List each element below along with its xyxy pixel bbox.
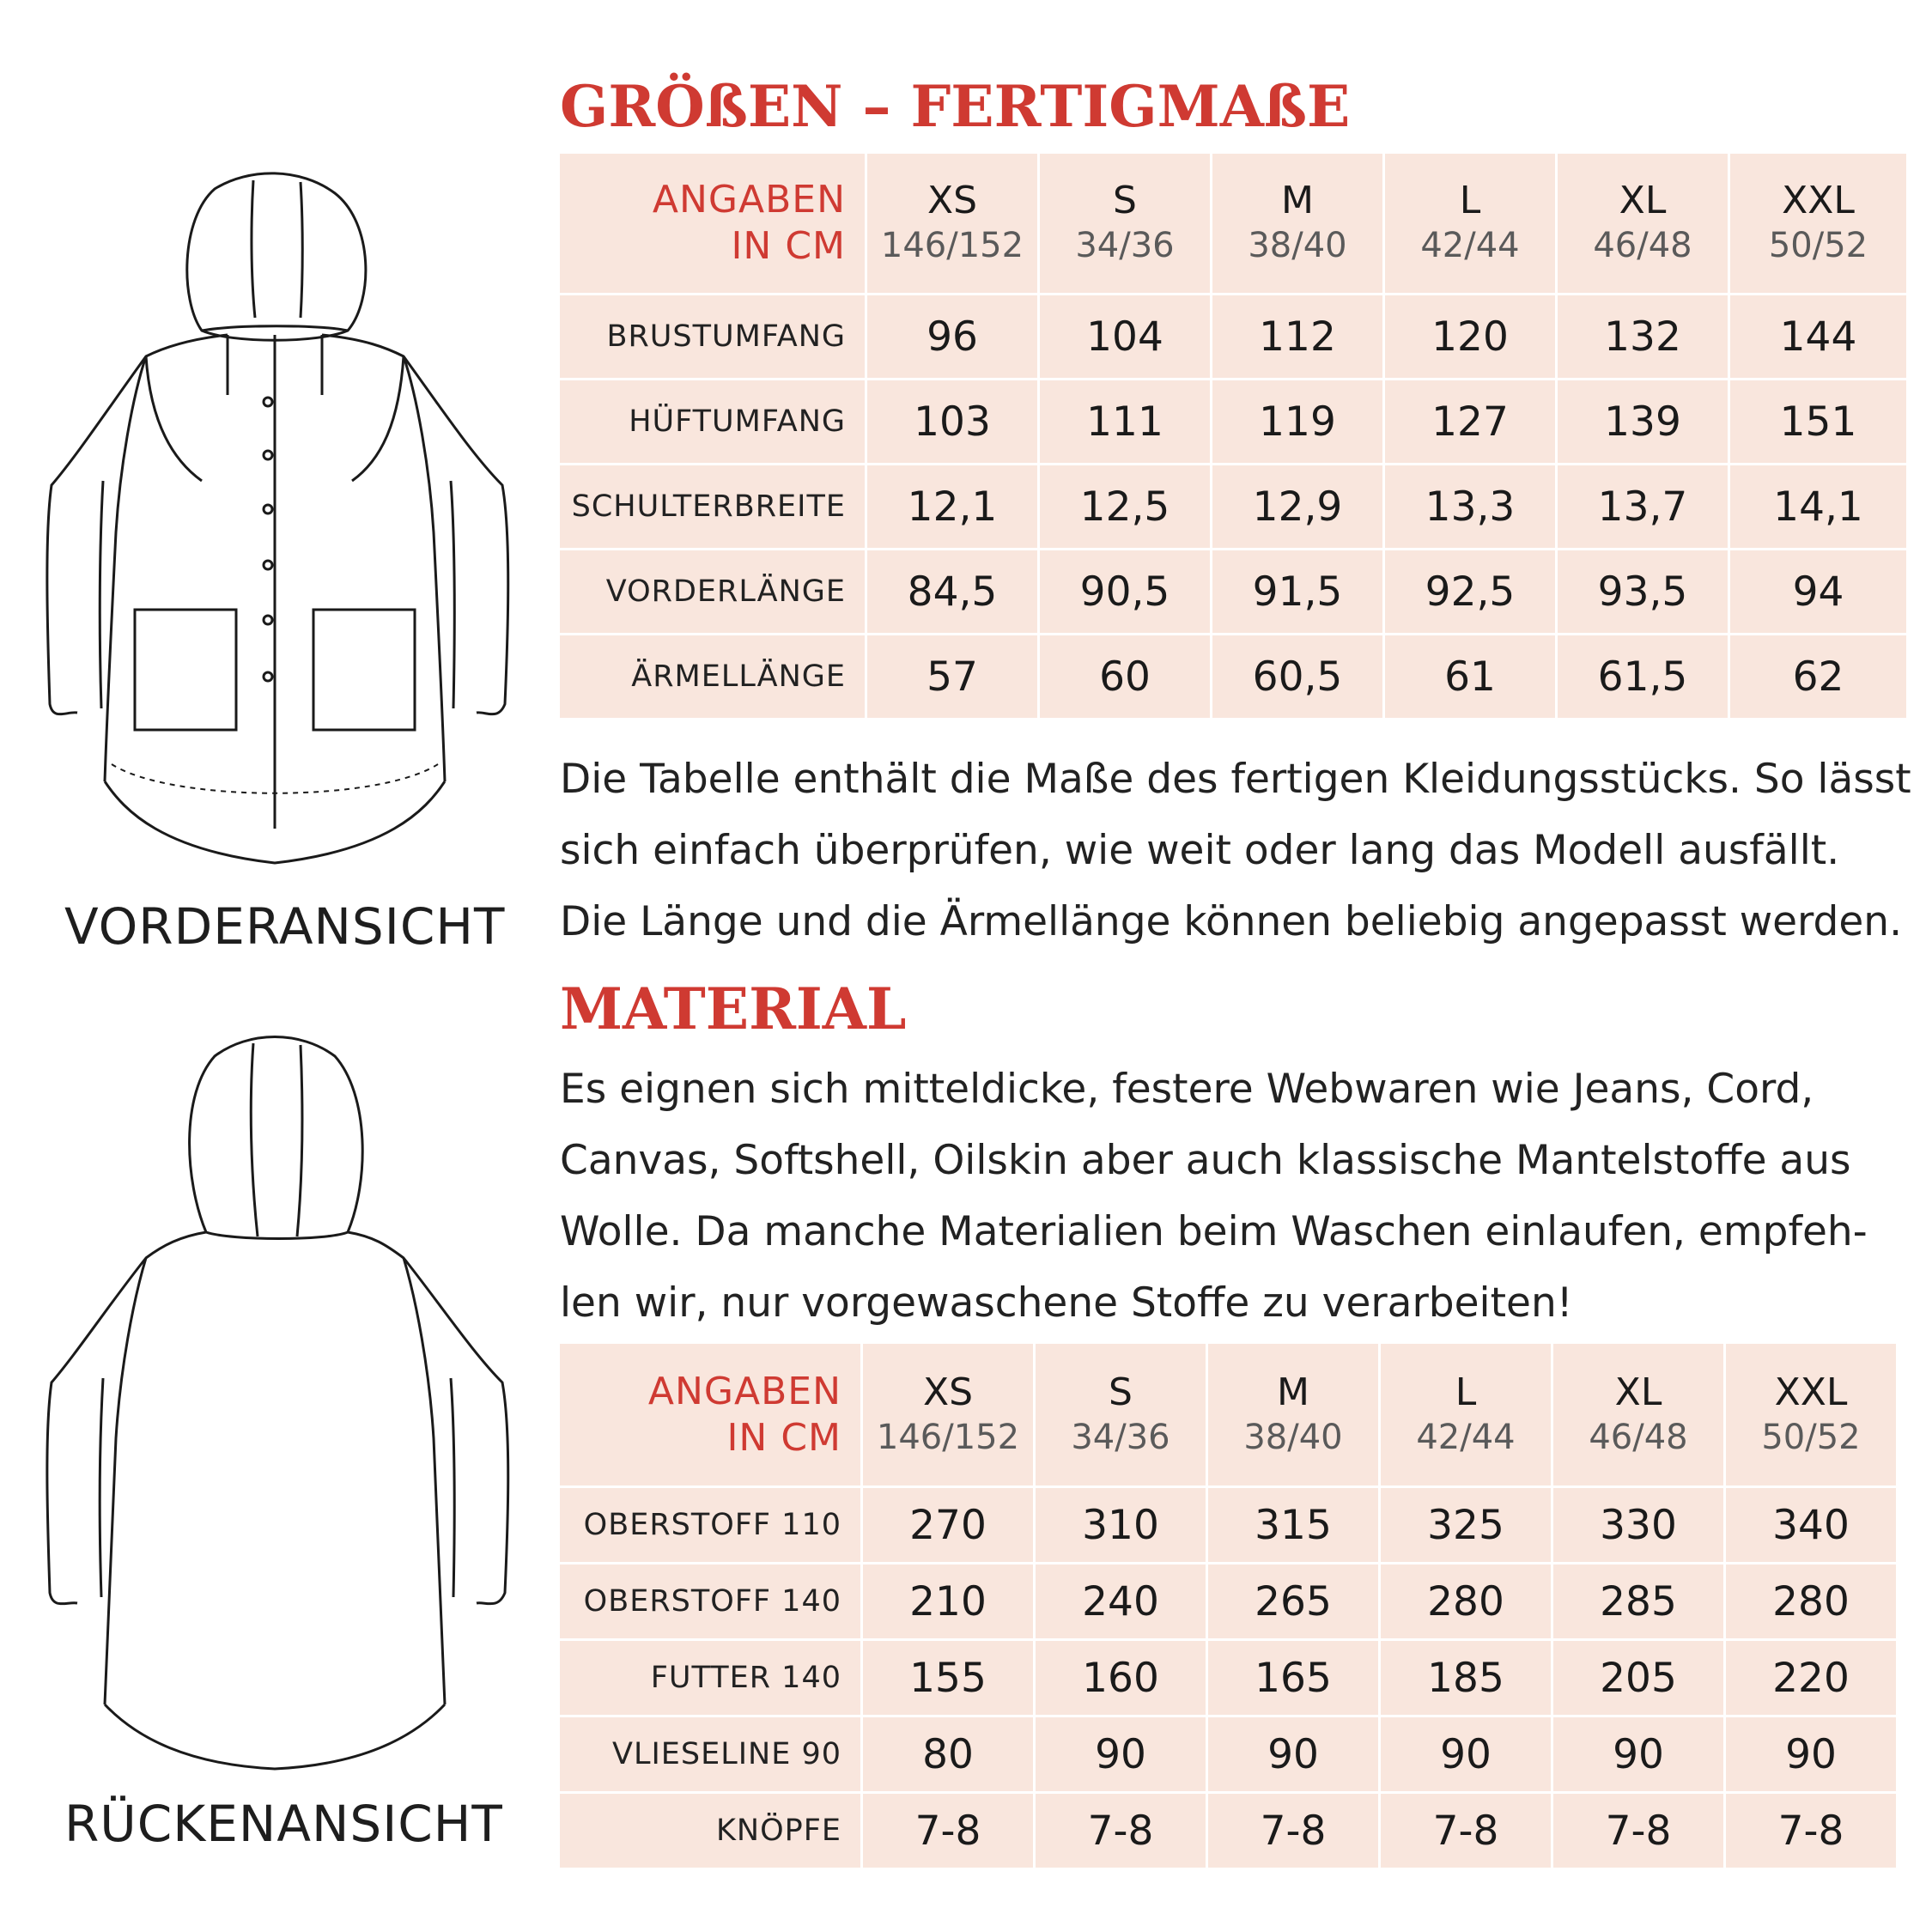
table-cell: 104 [1040, 295, 1210, 378]
header-label-line2: IN CM [726, 1415, 841, 1460]
header-label-line1: ANGABEN [647, 1369, 841, 1413]
table-cell: 7-8 [1726, 1794, 1896, 1868]
table-cell: 155 [863, 1641, 1033, 1715]
sizes-note: Die Tabelle enthält die Maße des fertigen Kleidungsstücks. So lässt sich einfach überprüfen, wie weit oder lang das Modell ausfällt. Die Länge und die Ärmellänge können beliebig angepasst werden. [560, 756, 1911, 945]
size-name: XL [1614, 1370, 1662, 1414]
row-label: BRUSTUMFANG [560, 295, 865, 378]
table-cell: 185 [1381, 1641, 1551, 1715]
header-label-line2: IN CM [731, 224, 846, 268]
table-cell: 7-8 [1381, 1794, 1551, 1868]
table-cell: 160 [1036, 1641, 1206, 1715]
size-col-header [1553, 1344, 1723, 1485]
table-cell: 7-8 [1036, 1794, 1206, 1868]
size-range: 50/52 [1761, 1417, 1861, 1457]
size-col-header [1208, 1344, 1378, 1485]
table-row [560, 1564, 1896, 1638]
size-name: XL [1619, 179, 1667, 222]
table-cell: 12,1 [867, 465, 1037, 548]
table-cell: 139 [1558, 380, 1728, 463]
front-view-caption: VORDERANSICHT [64, 897, 506, 956]
table-row [560, 465, 1906, 548]
table-cell: 144 [1730, 295, 1906, 378]
size-col-header [1212, 154, 1382, 293]
table-cell: 7-8 [1208, 1794, 1378, 1868]
row-label: FUTTER 140 [560, 1641, 860, 1715]
table-cell: 127 [1385, 380, 1555, 463]
table-cell: 61 [1385, 635, 1555, 718]
table-cell: 270 [863, 1488, 1033, 1562]
row-label: HÜFTUMFANG [560, 380, 865, 463]
sizes-header-label [560, 154, 865, 293]
table-row [560, 550, 1906, 633]
size-range: 34/36 [1075, 226, 1175, 265]
material-title: MATERIAL [560, 975, 907, 1042]
size-col-header [1730, 154, 1906, 293]
table-row [560, 635, 1906, 718]
table-cell: 13,7 [1558, 465, 1728, 548]
size-range: 38/40 [1243, 1417, 1343, 1457]
size-range: 50/52 [1768, 226, 1868, 265]
table-cell: 14,1 [1730, 465, 1906, 548]
sizes-table [557, 151, 1909, 720]
table-cell: 330 [1553, 1488, 1723, 1562]
table-cell: 240 [1036, 1564, 1206, 1638]
table-cell: 61,5 [1558, 635, 1728, 718]
table-cell: 90 [1036, 1717, 1206, 1791]
table-cell: 7-8 [863, 1794, 1033, 1868]
table-cell: 340 [1726, 1488, 1896, 1562]
table-cell: 112 [1212, 295, 1382, 378]
row-label: SCHULTERBREITE [560, 465, 865, 548]
size-col-header [1381, 1344, 1551, 1485]
size-range: 34/36 [1071, 1417, 1170, 1457]
table-row [560, 1794, 1896, 1868]
back-view-figure [43, 1035, 524, 1773]
table-cell: 90 [1208, 1717, 1378, 1791]
size-name: M [1277, 1370, 1309, 1414]
material-text: Es eignen sich mitteldicke, festere Webwaren wie Jeans, Cord, Canvas, Softshell, Oilskin aber auch klassische Mantelstoffe aus Wolle. Da manche Materialien beim Waschen einlaufen, empfeh-len wir, nur vorgewaschene Stoffe zu verarbeiten! [560, 1066, 1868, 1327]
material-header-label [560, 1344, 860, 1485]
table-cell: 90 [1726, 1717, 1896, 1791]
size-name: M [1281, 179, 1314, 222]
table-cell: 91,5 [1212, 550, 1382, 633]
table-cell: 280 [1381, 1564, 1551, 1638]
table-row [560, 295, 1906, 378]
table-cell: 280 [1726, 1564, 1896, 1638]
table-cell: 265 [1208, 1564, 1378, 1638]
table-cell: 210 [863, 1564, 1033, 1638]
table-cell: 120 [1385, 295, 1555, 378]
table-cell: 310 [1036, 1488, 1206, 1562]
row-label: VORDERLÄNGE [560, 550, 865, 633]
table-cell: 90,5 [1040, 550, 1210, 633]
row-label: VLIESELINE 90 [560, 1717, 860, 1791]
table-row [560, 1717, 1896, 1791]
table-cell: 80 [863, 1717, 1033, 1791]
material-header-row [560, 1344, 1896, 1485]
header-label-line1: ANGABEN [652, 178, 846, 222]
size-name: S [1113, 179, 1137, 222]
size-col-header [1385, 154, 1555, 293]
table-cell: 111 [1040, 380, 1210, 463]
sizes-title: GRÖßEN – FERTIGMAßE [560, 73, 1351, 140]
size-name: XXL [1782, 179, 1855, 222]
row-label: ÄRMELLÄNGE [560, 635, 865, 718]
row-label: OBERSTOFF 110 [560, 1488, 860, 1562]
table-row [560, 380, 1906, 463]
size-col-header [1036, 1344, 1206, 1485]
table-cell: 315 [1208, 1488, 1378, 1562]
size-range: 38/40 [1248, 226, 1347, 265]
size-col-header [1558, 154, 1728, 293]
table-cell: 84,5 [867, 550, 1037, 633]
table-cell: 205 [1553, 1641, 1723, 1715]
size-range: 46/48 [1593, 226, 1692, 265]
table-cell: 325 [1381, 1488, 1551, 1562]
front-view-figure [43, 172, 524, 884]
sizes-header-row [560, 154, 1906, 293]
table-cell: 96 [867, 295, 1037, 378]
table-cell: 94 [1730, 550, 1906, 633]
table-cell: 90 [1381, 1717, 1551, 1791]
table-cell: 119 [1212, 380, 1382, 463]
row-label: KNÖPFE [560, 1794, 860, 1868]
size-name: L [1455, 1370, 1477, 1414]
size-name: XXL [1774, 1370, 1848, 1414]
table-cell: 12,5 [1040, 465, 1210, 548]
table-cell: 13,3 [1385, 465, 1555, 548]
size-col-header [863, 1344, 1033, 1485]
table-cell: 165 [1208, 1641, 1378, 1715]
table-cell: 90 [1553, 1717, 1723, 1791]
table-cell: 60 [1040, 635, 1210, 718]
table-cell: 103 [867, 380, 1037, 463]
table-cell: 93,5 [1558, 550, 1728, 633]
table-cell: 285 [1553, 1564, 1723, 1638]
size-range: 42/44 [1420, 226, 1520, 265]
table-cell: 132 [1558, 295, 1728, 378]
row-label: OBERSTOFF 140 [560, 1564, 860, 1638]
table-cell: 92,5 [1385, 550, 1555, 633]
table-row [560, 1641, 1896, 1715]
size-name: S [1109, 1370, 1133, 1414]
size-name: XS [927, 179, 978, 222]
table-cell: 60,5 [1212, 635, 1382, 718]
table-cell: 7-8 [1553, 1794, 1723, 1868]
table-cell: 220 [1726, 1641, 1896, 1715]
size-col-header [867, 154, 1037, 293]
size-col-header [1726, 1344, 1896, 1485]
material-table [557, 1341, 1899, 1870]
table-cell: 12,9 [1212, 465, 1382, 548]
table-cell: 57 [867, 635, 1037, 718]
size-name: XS [922, 1370, 974, 1414]
table-cell: 151 [1730, 380, 1906, 463]
size-range: 146/152 [880, 226, 1024, 265]
back-view-caption: RÜCKENANSICHT [64, 1795, 503, 1853]
size-range: 46/48 [1589, 1417, 1688, 1457]
table-cell: 62 [1730, 635, 1906, 718]
size-range: 42/44 [1416, 1417, 1516, 1457]
size-range: 146/152 [876, 1417, 1020, 1457]
size-col-header [1040, 154, 1210, 293]
table-row [560, 1488, 1896, 1562]
size-name: L [1459, 179, 1481, 222]
